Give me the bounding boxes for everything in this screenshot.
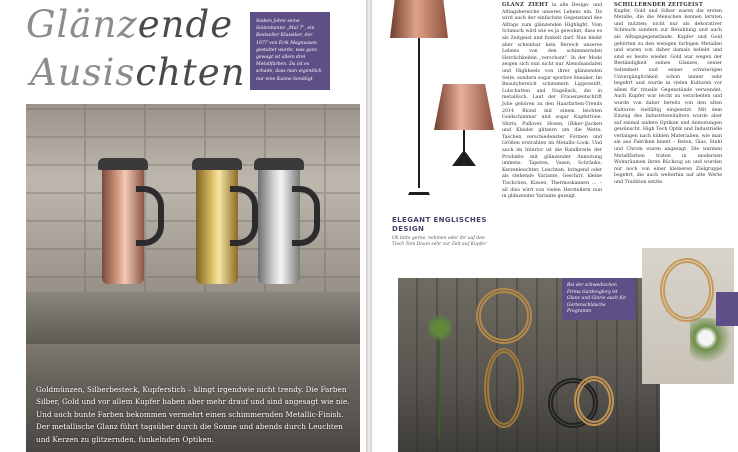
right-page <box>372 0 738 452</box>
wooden-shelf <box>26 292 360 344</box>
gold-hose-coil <box>476 288 532 344</box>
title-line-1-light: Glänz <box>26 3 138 46</box>
hose-caption-box <box>562 278 636 320</box>
copper-lamp-shade-top <box>390 0 448 38</box>
lead-paragraph: Goldmünzen, Silberbesteck, Kupferstich – klingt irgendwie nicht trendy. Die Farben Silber, Gold und vor allem Kupfer haben aber mehr drauf und sind angesagt wie nie. Und auch bunte Farben bekommen vermehrt einen schimmernden Metallic-Finish. Der metallische Glanz führt tagsüber durch die Sonne und abends durch Leuchten und Kerzen zu glitzernden, funkelnden Optiken. <box>36 384 350 444</box>
silver-jug <box>258 166 300 284</box>
wall-hose-coil <box>660 258 714 322</box>
title-line-2-dark: chten <box>135 51 246 94</box>
hose-caption-text: Bei der schwedischen Firma Gardenglory ist Glanz und Glorie auch für Gartenschläuche Programm <box>567 283 627 314</box>
title-line-1 <box>26 3 234 46</box>
thermos-jugs-photo <box>26 104 360 452</box>
copper-lamp-shade-low <box>434 84 494 130</box>
gold-hose-loop <box>484 348 524 428</box>
section-heading: ELEGANT ENGLISCHES DESIGN <box>392 216 487 233</box>
sidebar-caption-text: Sieben Jahre seine Seitenbanne „Mal 7", ein Bestseller Klassiker, der 1977 von Erik Magnussen gestaltet wurde, was ganz gewagt ist allein drei Metallfarben. Da ist es schade, dass man eigentlich nur eine Kanne benötigt <box>256 19 322 82</box>
title-line-2-light: Ausi <box>30 51 116 94</box>
accent-strip <box>716 292 738 326</box>
table-lamp-base <box>452 150 476 166</box>
column-2-text: Kupfer, Gold und Silber waren die ersten Metalle, die die Menschen kennen lernten und nutzten; nicht nur als dekorativer Schmuck sondern zur Bezahlung und auch als Alltagsgegenstände. Kupfer und Gold gehörten zu den wenigen farbigen Metallen und waren von daher damals beliebt und sind es heute wieder. Gold war wegen der Beständigkeit seines Glanzes, seiner Seltenheit und seiner schwierigen Unvergänglichkeit schon immer sehr begehrt und wurde in vielen Kulturen vor allem für rituelle Gegenstände verwendet. Auch Kupfer war leicht zu verarbeiten und wurde von daher bereits von den alten Kulturen vielfältig eingesetzt. Mit dem Einzug des Industriezeitalters wurde aber auf einmal andere Optiken und Anmutungen gewünscht. High Tech Optik und Industrielle verlangen nach kühlen Materialien, wie man sie aus Fabriken kennt – Beton, Glas, Stahl und Chrom waren angesagt. Die warmen Metallfarben traten in modernen Wohnräumen ihren Rückzug an und wurden nur noch von einer kleineren Zielgruppe begehrt, die auch weiterhin auf alte Werte und Tradition setzte. <box>614 8 722 186</box>
left-page <box>0 0 366 452</box>
column-1-head: GLANZ ZIEHT <box>502 2 549 8</box>
title-line-2 <box>30 51 246 94</box>
column-2-head: SCHILLERNDER ZEITGEIST <box>614 2 704 8</box>
sidebar-caption-box <box>250 12 330 90</box>
lamp-pole <box>418 38 420 188</box>
copper-jug <box>102 166 144 284</box>
lamp-base <box>408 172 430 195</box>
title-line-2-mid: s <box>115 51 136 94</box>
gold-jug <box>196 166 238 284</box>
small-gold-hose-coil <box>574 376 614 426</box>
plant-leaves <box>428 308 452 348</box>
column-2 <box>614 2 722 242</box>
lamp-caption: Oh bitte gerne, nehmen oder ihr auf den Tisch Tom Dixon sehr zur Zeit auf Kupfer <box>392 236 487 248</box>
column-1 <box>502 2 602 272</box>
title-line-1-dark: ende <box>137 3 234 46</box>
column-1-text: in alle Design- und Alltagsbereiche unseres Lebens ein. Da wird auch der einfachste Gegenstand des Alltags zum glänzenden Highlight. Vom Schmuck wird wie es ja gewohnt, dass es als Zeitgeist und funkelt darf. Nun bleibt aber scheinbar kein Bereich unseres Lebens von den schimmernden Herrlichkeiten „verschont". In der Mode zeigen sich nun nicht nur Abendsandalen und Highheels von ihrer glänzenden Seite, sondern sogar sportive Sneaker. Im Beautybereich schimmern Lippenstift, Lidschatten und Nagellack, die in metallisch. Laut der Frauenzeitschrift Jolie gehören zu den Haarfarben-Trends 2014 Blond mit einem leichten Goldschimmer und sogar Kupfertöne. Shirts, Pullover, Hosen, (Biker-)Jacken und Kleider glitzern um die Wette. Taschen verschiedenster Formen und Größen erstrahlen im Metallic-Look. Und auch im Interior ist die Bandbreite der Produkte mit glänzender Anmutung immens. Tapeten, Vasen, Schränke, Kerzenleuchter, Leuchten, bringend oder als stehende Variante, Geschirr, kleine Tischchen, Kissen, Thermoskannen ... – all dies wird von vielen Herstellern nun in glänzender Variante gezeigt. <box>502 3 602 200</box>
